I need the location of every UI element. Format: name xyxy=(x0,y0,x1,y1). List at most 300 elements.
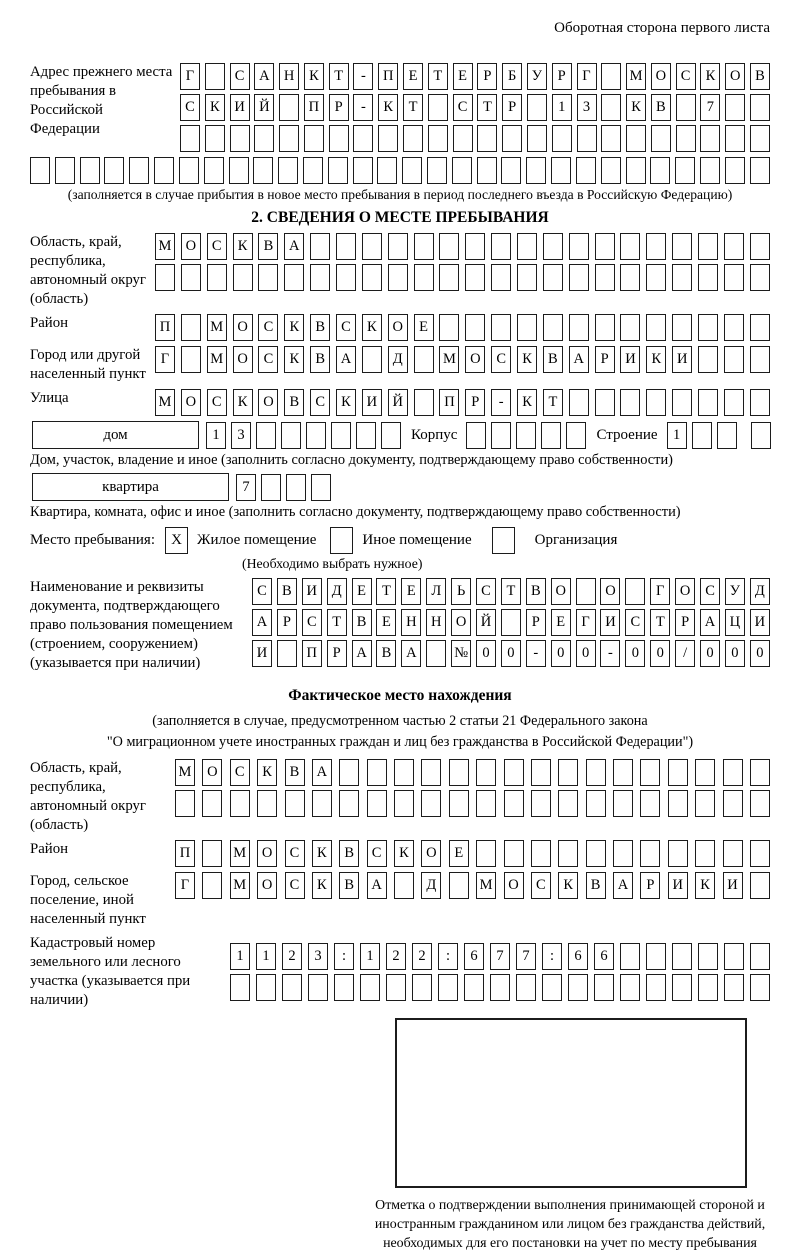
char-box[interactable] xyxy=(725,157,745,184)
char-box[interactable] xyxy=(640,790,660,817)
char-box[interactable] xyxy=(394,872,414,899)
char-box[interactable]: С xyxy=(302,609,322,636)
char-box[interactable] xyxy=(595,233,615,260)
char-box[interactable] xyxy=(517,233,537,260)
char-box[interactable] xyxy=(695,759,715,786)
char-box[interactable] xyxy=(626,125,646,152)
char-box[interactable]: 6 xyxy=(464,943,484,970)
char-box[interactable]: В xyxy=(285,759,305,786)
char-box[interactable]: О xyxy=(651,63,671,90)
char-box[interactable] xyxy=(449,872,469,899)
char-box[interactable] xyxy=(558,840,578,867)
char-box[interactable] xyxy=(750,872,770,899)
char-box[interactable]: Н xyxy=(279,63,299,90)
char-box[interactable] xyxy=(750,157,770,184)
char-box[interactable] xyxy=(543,264,563,291)
char-box[interactable]: Е xyxy=(551,609,571,636)
char-box[interactable]: Т xyxy=(501,578,521,605)
char-box[interactable]: 1 xyxy=(552,94,572,121)
char-box[interactable] xyxy=(750,389,770,416)
char-box[interactable]: Е xyxy=(449,840,469,867)
char-box[interactable]: М xyxy=(155,233,175,260)
char-box[interactable] xyxy=(620,974,640,1001)
char-box[interactable]: Н xyxy=(426,609,446,636)
char-box[interactable] xyxy=(613,790,633,817)
char-box[interactable] xyxy=(698,974,718,1001)
char-box[interactable]: А xyxy=(252,609,272,636)
char-box[interactable] xyxy=(646,389,666,416)
char-box[interactable]: М xyxy=(476,872,496,899)
char-box[interactable]: М xyxy=(207,314,227,341)
char-box[interactable] xyxy=(672,314,692,341)
char-box[interactable] xyxy=(465,264,485,291)
char-box[interactable] xyxy=(586,790,606,817)
char-box[interactable]: С xyxy=(207,233,227,260)
char-box[interactable]: С xyxy=(180,94,200,121)
char-box[interactable]: 0 xyxy=(576,640,596,667)
char-box[interactable]: Т xyxy=(650,609,670,636)
char-box[interactable] xyxy=(558,759,578,786)
char-box[interactable] xyxy=(569,264,589,291)
char-box[interactable]: 7 xyxy=(516,943,536,970)
char-box[interactable] xyxy=(402,157,422,184)
char-box[interactable] xyxy=(750,759,770,786)
char-box[interactable] xyxy=(672,943,692,970)
char-box[interactable] xyxy=(181,314,201,341)
char-box[interactable]: Л xyxy=(426,578,446,605)
char-box[interactable]: Т xyxy=(376,578,396,605)
char-box[interactable]: Р xyxy=(552,63,572,90)
char-box[interactable] xyxy=(531,840,551,867)
char-box[interactable] xyxy=(491,314,511,341)
char-box[interactable]: 2 xyxy=(412,943,432,970)
char-box[interactable]: П xyxy=(155,314,175,341)
char-box[interactable] xyxy=(576,157,596,184)
char-box[interactable]: Т xyxy=(477,94,497,121)
char-box[interactable] xyxy=(304,125,324,152)
char-box[interactable] xyxy=(601,157,621,184)
char-box[interactable]: К xyxy=(284,346,304,373)
char-box[interactable] xyxy=(501,157,521,184)
char-box[interactable]: Р xyxy=(675,609,695,636)
char-box[interactable] xyxy=(672,974,692,1001)
char-box[interactable] xyxy=(476,840,496,867)
char-box[interactable] xyxy=(180,125,200,152)
char-box[interactable]: В xyxy=(352,609,372,636)
char-box[interactable]: Д xyxy=(388,346,408,373)
char-box[interactable] xyxy=(303,157,323,184)
char-box[interactable] xyxy=(595,314,615,341)
char-box[interactable] xyxy=(668,759,688,786)
char-box[interactable]: № xyxy=(451,640,471,667)
char-box[interactable]: Р xyxy=(465,389,485,416)
char-box[interactable]: Р xyxy=(502,94,522,121)
char-box[interactable]: М xyxy=(230,840,250,867)
char-box[interactable] xyxy=(640,759,660,786)
char-box[interactable] xyxy=(586,759,606,786)
char-box[interactable] xyxy=(378,125,398,152)
char-box[interactable] xyxy=(672,233,692,260)
char-box[interactable]: О xyxy=(257,840,277,867)
char-box[interactable] xyxy=(646,233,666,260)
char-box[interactable]: О xyxy=(551,578,571,605)
char-box[interactable]: Е xyxy=(453,63,473,90)
char-box[interactable]: О xyxy=(465,346,485,373)
char-box[interactable] xyxy=(577,125,597,152)
char-box[interactable]: И xyxy=(230,94,250,121)
char-box[interactable] xyxy=(527,125,547,152)
char-box[interactable] xyxy=(360,974,380,1001)
char-box[interactable] xyxy=(695,790,715,817)
char-box[interactable]: 3 xyxy=(308,943,328,970)
char-box[interactable]: В xyxy=(310,346,330,373)
char-box[interactable] xyxy=(620,314,640,341)
stay-type-checkbox-organization[interactable] xyxy=(492,527,515,554)
char-box[interactable] xyxy=(104,157,124,184)
char-box[interactable] xyxy=(668,790,688,817)
char-box[interactable] xyxy=(331,422,351,449)
char-box[interactable] xyxy=(723,840,743,867)
char-box[interactable]: В xyxy=(750,63,770,90)
char-box[interactable] xyxy=(356,422,376,449)
stay-type-checkbox-other[interactable] xyxy=(330,527,353,554)
char-box[interactable]: О xyxy=(725,63,745,90)
char-box[interactable]: И xyxy=(600,609,620,636)
char-box[interactable]: С xyxy=(258,346,278,373)
char-box[interactable]: - xyxy=(353,63,373,90)
char-box[interactable]: М xyxy=(155,389,175,416)
char-box[interactable] xyxy=(723,790,743,817)
char-box[interactable] xyxy=(279,94,299,121)
char-box[interactable]: А xyxy=(284,233,304,260)
char-box[interactable] xyxy=(230,790,250,817)
char-box[interactable]: П xyxy=(378,63,398,90)
char-box[interactable]: С xyxy=(700,578,720,605)
char-box[interactable] xyxy=(569,389,589,416)
char-box[interactable]: К xyxy=(517,389,537,416)
char-box[interactable] xyxy=(646,264,666,291)
char-box[interactable] xyxy=(750,840,770,867)
char-box[interactable]: П xyxy=(439,389,459,416)
char-box[interactable] xyxy=(336,264,356,291)
char-box[interactable] xyxy=(750,974,770,1001)
char-box[interactable] xyxy=(675,157,695,184)
char-box[interactable]: Е xyxy=(376,609,396,636)
char-box[interactable] xyxy=(207,264,227,291)
char-box[interactable] xyxy=(367,759,387,786)
char-box[interactable] xyxy=(725,125,745,152)
char-box[interactable] xyxy=(646,314,666,341)
char-box[interactable] xyxy=(421,759,441,786)
char-box[interactable]: О xyxy=(451,609,471,636)
char-box[interactable]: С xyxy=(367,840,387,867)
char-box[interactable] xyxy=(613,759,633,786)
char-box[interactable]: А xyxy=(312,759,332,786)
char-box[interactable]: К xyxy=(312,872,332,899)
char-box[interactable]: Р xyxy=(277,609,297,636)
char-box[interactable] xyxy=(626,157,646,184)
char-box[interactable] xyxy=(449,759,469,786)
char-box[interactable]: К xyxy=(362,314,382,341)
char-box[interactable]: Д xyxy=(327,578,347,605)
char-box[interactable]: 0 xyxy=(650,640,670,667)
char-box[interactable]: Р xyxy=(640,872,660,899)
char-box[interactable]: Р xyxy=(329,94,349,121)
char-box[interactable] xyxy=(439,233,459,260)
char-box[interactable] xyxy=(700,125,720,152)
char-box[interactable] xyxy=(717,422,737,449)
char-box[interactable]: А xyxy=(569,346,589,373)
char-box[interactable] xyxy=(284,264,304,291)
char-box[interactable]: 1 xyxy=(667,422,687,449)
char-box[interactable]: И xyxy=(672,346,692,373)
char-box[interactable] xyxy=(504,790,524,817)
char-box[interactable] xyxy=(465,233,485,260)
char-box[interactable] xyxy=(750,943,770,970)
char-box[interactable]: 1 xyxy=(256,943,276,970)
char-box[interactable] xyxy=(336,233,356,260)
char-box[interactable] xyxy=(464,974,484,1001)
char-box[interactable] xyxy=(279,125,299,152)
char-box[interactable]: С xyxy=(207,389,227,416)
char-box[interactable] xyxy=(531,759,551,786)
char-box[interactable]: В xyxy=(277,578,297,605)
char-box[interactable]: А xyxy=(367,872,387,899)
char-box[interactable]: О xyxy=(388,314,408,341)
char-box[interactable]: М xyxy=(230,872,250,899)
char-box[interactable] xyxy=(543,314,563,341)
char-box[interactable] xyxy=(724,233,744,260)
char-box[interactable] xyxy=(724,314,744,341)
char-box[interactable] xyxy=(640,840,660,867)
char-box[interactable]: А xyxy=(336,346,356,373)
char-box[interactable] xyxy=(204,157,224,184)
char-box[interactable]: В xyxy=(526,578,546,605)
char-box[interactable]: 1 xyxy=(206,422,226,449)
char-box[interactable]: 0 xyxy=(551,640,571,667)
char-box[interactable]: Т xyxy=(329,63,349,90)
char-box[interactable]: 0 xyxy=(476,640,496,667)
char-box[interactable]: Г xyxy=(577,63,597,90)
char-box[interactable] xyxy=(306,422,326,449)
char-box[interactable]: Д xyxy=(750,578,770,605)
stay-type-checkbox-residential[interactable]: X xyxy=(165,527,188,554)
char-box[interactable]: О xyxy=(181,389,201,416)
char-box[interactable] xyxy=(516,974,536,1001)
char-box[interactable]: Т xyxy=(403,94,423,121)
char-box[interactable]: С xyxy=(676,63,696,90)
char-box[interactable] xyxy=(698,346,718,373)
char-box[interactable]: К xyxy=(378,94,398,121)
char-box[interactable] xyxy=(155,264,175,291)
char-box[interactable]: И xyxy=(362,389,382,416)
char-box[interactable]: С xyxy=(258,314,278,341)
char-box[interactable] xyxy=(353,125,373,152)
char-box[interactable] xyxy=(362,346,382,373)
char-box[interactable]: - xyxy=(600,640,620,667)
char-box[interactable]: - xyxy=(491,389,511,416)
char-box[interactable]: К xyxy=(646,346,666,373)
char-box[interactable] xyxy=(552,125,572,152)
char-box[interactable] xyxy=(253,157,273,184)
char-box[interactable]: В xyxy=(258,233,278,260)
char-box[interactable]: К xyxy=(394,840,414,867)
char-box[interactable]: М xyxy=(175,759,195,786)
char-box[interactable] xyxy=(310,233,330,260)
char-box[interactable]: 0 xyxy=(750,640,770,667)
char-box[interactable]: А xyxy=(700,609,720,636)
char-box[interactable] xyxy=(569,314,589,341)
char-box[interactable]: С xyxy=(230,63,250,90)
char-box[interactable]: С xyxy=(336,314,356,341)
char-box[interactable]: В xyxy=(651,94,671,121)
char-box[interactable]: К xyxy=(336,389,356,416)
char-box[interactable]: 2 xyxy=(386,943,406,970)
char-box[interactable] xyxy=(646,943,666,970)
char-box[interactable] xyxy=(502,125,522,152)
char-box[interactable] xyxy=(428,94,448,121)
char-box[interactable] xyxy=(414,346,434,373)
char-box[interactable]: 1 xyxy=(360,943,380,970)
char-box[interactable] xyxy=(30,157,50,184)
char-box[interactable] xyxy=(476,790,496,817)
char-box[interactable]: А xyxy=(254,63,274,90)
char-box[interactable] xyxy=(620,943,640,970)
char-box[interactable]: 2 xyxy=(282,943,302,970)
char-box[interactable] xyxy=(724,264,744,291)
char-box[interactable]: О xyxy=(202,759,222,786)
char-box[interactable] xyxy=(692,422,712,449)
char-box[interactable] xyxy=(154,157,174,184)
char-box[interactable]: 1 xyxy=(230,943,250,970)
char-box[interactable] xyxy=(620,264,640,291)
char-box[interactable] xyxy=(723,759,743,786)
char-box[interactable] xyxy=(80,157,100,184)
char-box[interactable]: О xyxy=(675,578,695,605)
char-box[interactable]: О xyxy=(600,578,620,605)
char-box[interactable]: Е xyxy=(403,63,423,90)
char-box[interactable]: С xyxy=(625,609,645,636)
char-box[interactable]: Н xyxy=(401,609,421,636)
char-box[interactable] xyxy=(750,346,770,373)
char-box[interactable]: 0 xyxy=(725,640,745,667)
char-box[interactable] xyxy=(620,389,640,416)
char-box[interactable] xyxy=(490,974,510,1001)
char-box[interactable]: 3 xyxy=(231,422,251,449)
char-box[interactable]: : xyxy=(334,943,354,970)
char-box[interactable] xyxy=(179,157,199,184)
char-box[interactable] xyxy=(328,157,348,184)
char-box[interactable] xyxy=(329,125,349,152)
char-box[interactable]: К xyxy=(233,233,253,260)
char-box[interactable]: Й xyxy=(388,389,408,416)
char-box[interactable] xyxy=(698,233,718,260)
char-box[interactable]: О xyxy=(257,872,277,899)
char-box[interactable] xyxy=(504,759,524,786)
char-box[interactable] xyxy=(504,840,524,867)
char-box[interactable] xyxy=(595,264,615,291)
char-box[interactable] xyxy=(453,125,473,152)
char-box[interactable] xyxy=(452,157,472,184)
char-box[interactable] xyxy=(258,264,278,291)
char-box[interactable] xyxy=(414,233,434,260)
char-box[interactable]: В xyxy=(310,314,330,341)
char-box[interactable] xyxy=(388,233,408,260)
char-box[interactable] xyxy=(465,314,485,341)
char-box[interactable] xyxy=(466,422,486,449)
char-box[interactable]: Г xyxy=(180,63,200,90)
char-box[interactable] xyxy=(353,157,373,184)
char-box[interactable] xyxy=(426,640,446,667)
char-box[interactable]: Т xyxy=(428,63,448,90)
char-box[interactable]: А xyxy=(401,640,421,667)
char-box[interactable]: Г xyxy=(155,346,175,373)
char-box[interactable] xyxy=(566,422,586,449)
char-box[interactable] xyxy=(491,233,511,260)
char-box[interactable]: В xyxy=(284,389,304,416)
char-box[interactable]: О xyxy=(233,314,253,341)
char-box[interactable] xyxy=(261,474,281,501)
char-box[interactable] xyxy=(724,389,744,416)
char-box[interactable]: 3 xyxy=(577,94,597,121)
char-box[interactable]: 6 xyxy=(568,943,588,970)
char-box[interactable] xyxy=(516,422,536,449)
char-box[interactable]: И xyxy=(620,346,640,373)
char-box[interactable] xyxy=(724,346,744,373)
char-box[interactable]: П xyxy=(175,840,195,867)
char-box[interactable] xyxy=(312,790,332,817)
char-box[interactable] xyxy=(281,422,301,449)
char-box[interactable] xyxy=(724,974,744,1001)
char-box[interactable]: 0 xyxy=(625,640,645,667)
char-box[interactable] xyxy=(543,233,563,260)
char-box[interactable] xyxy=(750,125,770,152)
char-box[interactable]: П xyxy=(302,640,322,667)
char-box[interactable] xyxy=(362,233,382,260)
char-box[interactable] xyxy=(698,314,718,341)
char-box[interactable]: У xyxy=(725,578,745,605)
char-box[interactable] xyxy=(491,422,511,449)
char-box[interactable] xyxy=(501,609,521,636)
char-box[interactable]: И xyxy=(668,872,688,899)
char-box[interactable]: О xyxy=(504,872,524,899)
char-box[interactable] xyxy=(750,233,770,260)
char-box[interactable] xyxy=(427,157,447,184)
char-box[interactable]: С xyxy=(285,840,305,867)
char-box[interactable] xyxy=(595,389,615,416)
char-box[interactable] xyxy=(282,974,302,1001)
char-box[interactable]: С xyxy=(310,389,330,416)
char-box[interactable]: К xyxy=(233,389,253,416)
char-box[interactable] xyxy=(541,422,561,449)
char-box[interactable] xyxy=(256,422,276,449)
char-box[interactable]: К xyxy=(312,840,332,867)
char-box[interactable] xyxy=(381,422,401,449)
char-box[interactable] xyxy=(751,422,771,449)
char-box[interactable]: Ц xyxy=(725,609,745,636)
char-box[interactable] xyxy=(386,974,406,1001)
char-box[interactable]: 0 xyxy=(700,640,720,667)
char-box[interactable] xyxy=(310,264,330,291)
char-box[interactable]: И xyxy=(723,872,743,899)
char-box[interactable] xyxy=(526,157,546,184)
char-box[interactable] xyxy=(698,389,718,416)
char-box[interactable] xyxy=(286,474,306,501)
char-box[interactable]: Т xyxy=(543,389,563,416)
char-box[interactable]: - xyxy=(526,640,546,667)
char-box[interactable] xyxy=(285,790,305,817)
char-box[interactable] xyxy=(230,125,250,152)
